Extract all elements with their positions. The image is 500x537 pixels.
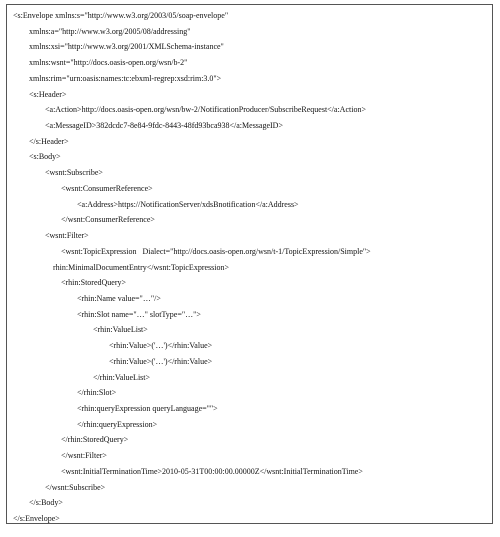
code-line: rhin:MinimalDocumentEntry</wsnt:TopicExpression>: [53, 262, 229, 272]
code-line: <a:Address>https://NotificationServer/xdsBnotification</a:Address>: [77, 199, 299, 209]
code-line: <wsnt:InitialTerminationTime>2010-05-31T00:00:00.00000Z</wsnt:InitialTerminationTime>: [61, 466, 363, 476]
code-line: </s:Header>: [29, 136, 69, 146]
code-line: </wsnt:ConsumerReference>: [61, 215, 155, 225]
xml-code-listing: [7, 8, 492, 527]
code-line: </wsnt:Filter>: [61, 451, 107, 461]
code-line: <s:Body>: [29, 152, 61, 162]
code-line: <rhin:Value>('…')</rhin:Value>: [109, 356, 213, 366]
code-listing-frame: [6, 4, 493, 524]
code-line: </rhin:StoredQuery>: [61, 435, 129, 445]
code-line: <rhin:Slot name="…" slotType="…">: [77, 309, 201, 319]
code-line: <a:Action>http://docs.oasis-open.org/wsn/bw-2/NotificationProducer/SubscribeRequest</a:Action>: [45, 105, 366, 115]
code-line: <wsnt:Subscribe>: [45, 168, 103, 178]
code-line: <rhin:Value>('…')</rhin:Value>: [109, 341, 213, 351]
code-line: </rhin:ValueList>: [93, 372, 151, 382]
code-line: xmlns:a="http://www.w3.org/2005/08/addressing": [29, 26, 191, 36]
code-line: <rhin:queryExpression queryLanguage="">: [77, 403, 218, 413]
code-line: </rhin:queryExpression>: [77, 419, 158, 429]
code-line: <wsnt:Filter>: [45, 231, 89, 241]
code-line: <rhin:Name value="…"/>: [77, 293, 161, 303]
code-line: </s:Envelope>: [13, 514, 60, 523]
code-line: <wsnt:ConsumerReference>: [61, 183, 153, 193]
code-line: </wsnt:Subscribe>: [45, 482, 106, 492]
code-line: <s:Envelope xmlns:s="http://www.w3.org/2003/05/soap-envelope": [13, 11, 229, 20]
code-line: <s:Header>: [29, 89, 67, 99]
code-line: <a:MessageID>382dcdc7-8e84-9fdc-8443-48fd93bca938</a:MessageID>: [45, 121, 283, 131]
code-line: </s:Body>: [29, 498, 63, 508]
code-line: <wsnt:TopicExpression Dialect="http://docs.oasis-open.org/wsn/t-1/TopicExpression/Simple">: [61, 246, 371, 256]
code-line: </rhin:Slot>: [77, 388, 117, 398]
code-line: xmlns:rim="urn:oasis:names:tc:ebxml-regrep:xsd:rim:3.0">: [29, 73, 222, 83]
code-line: <rhin:ValueList>: [93, 325, 148, 335]
code-line: xmlns:xsi="http://www.w3.org/2001/XMLSchema-instance": [29, 42, 224, 52]
code-line: xmlns:wsnt="http://docs.oasis-open.org/wsn/b-2": [29, 58, 188, 68]
code-line: <rhin:StoredQuery>: [61, 278, 127, 288]
